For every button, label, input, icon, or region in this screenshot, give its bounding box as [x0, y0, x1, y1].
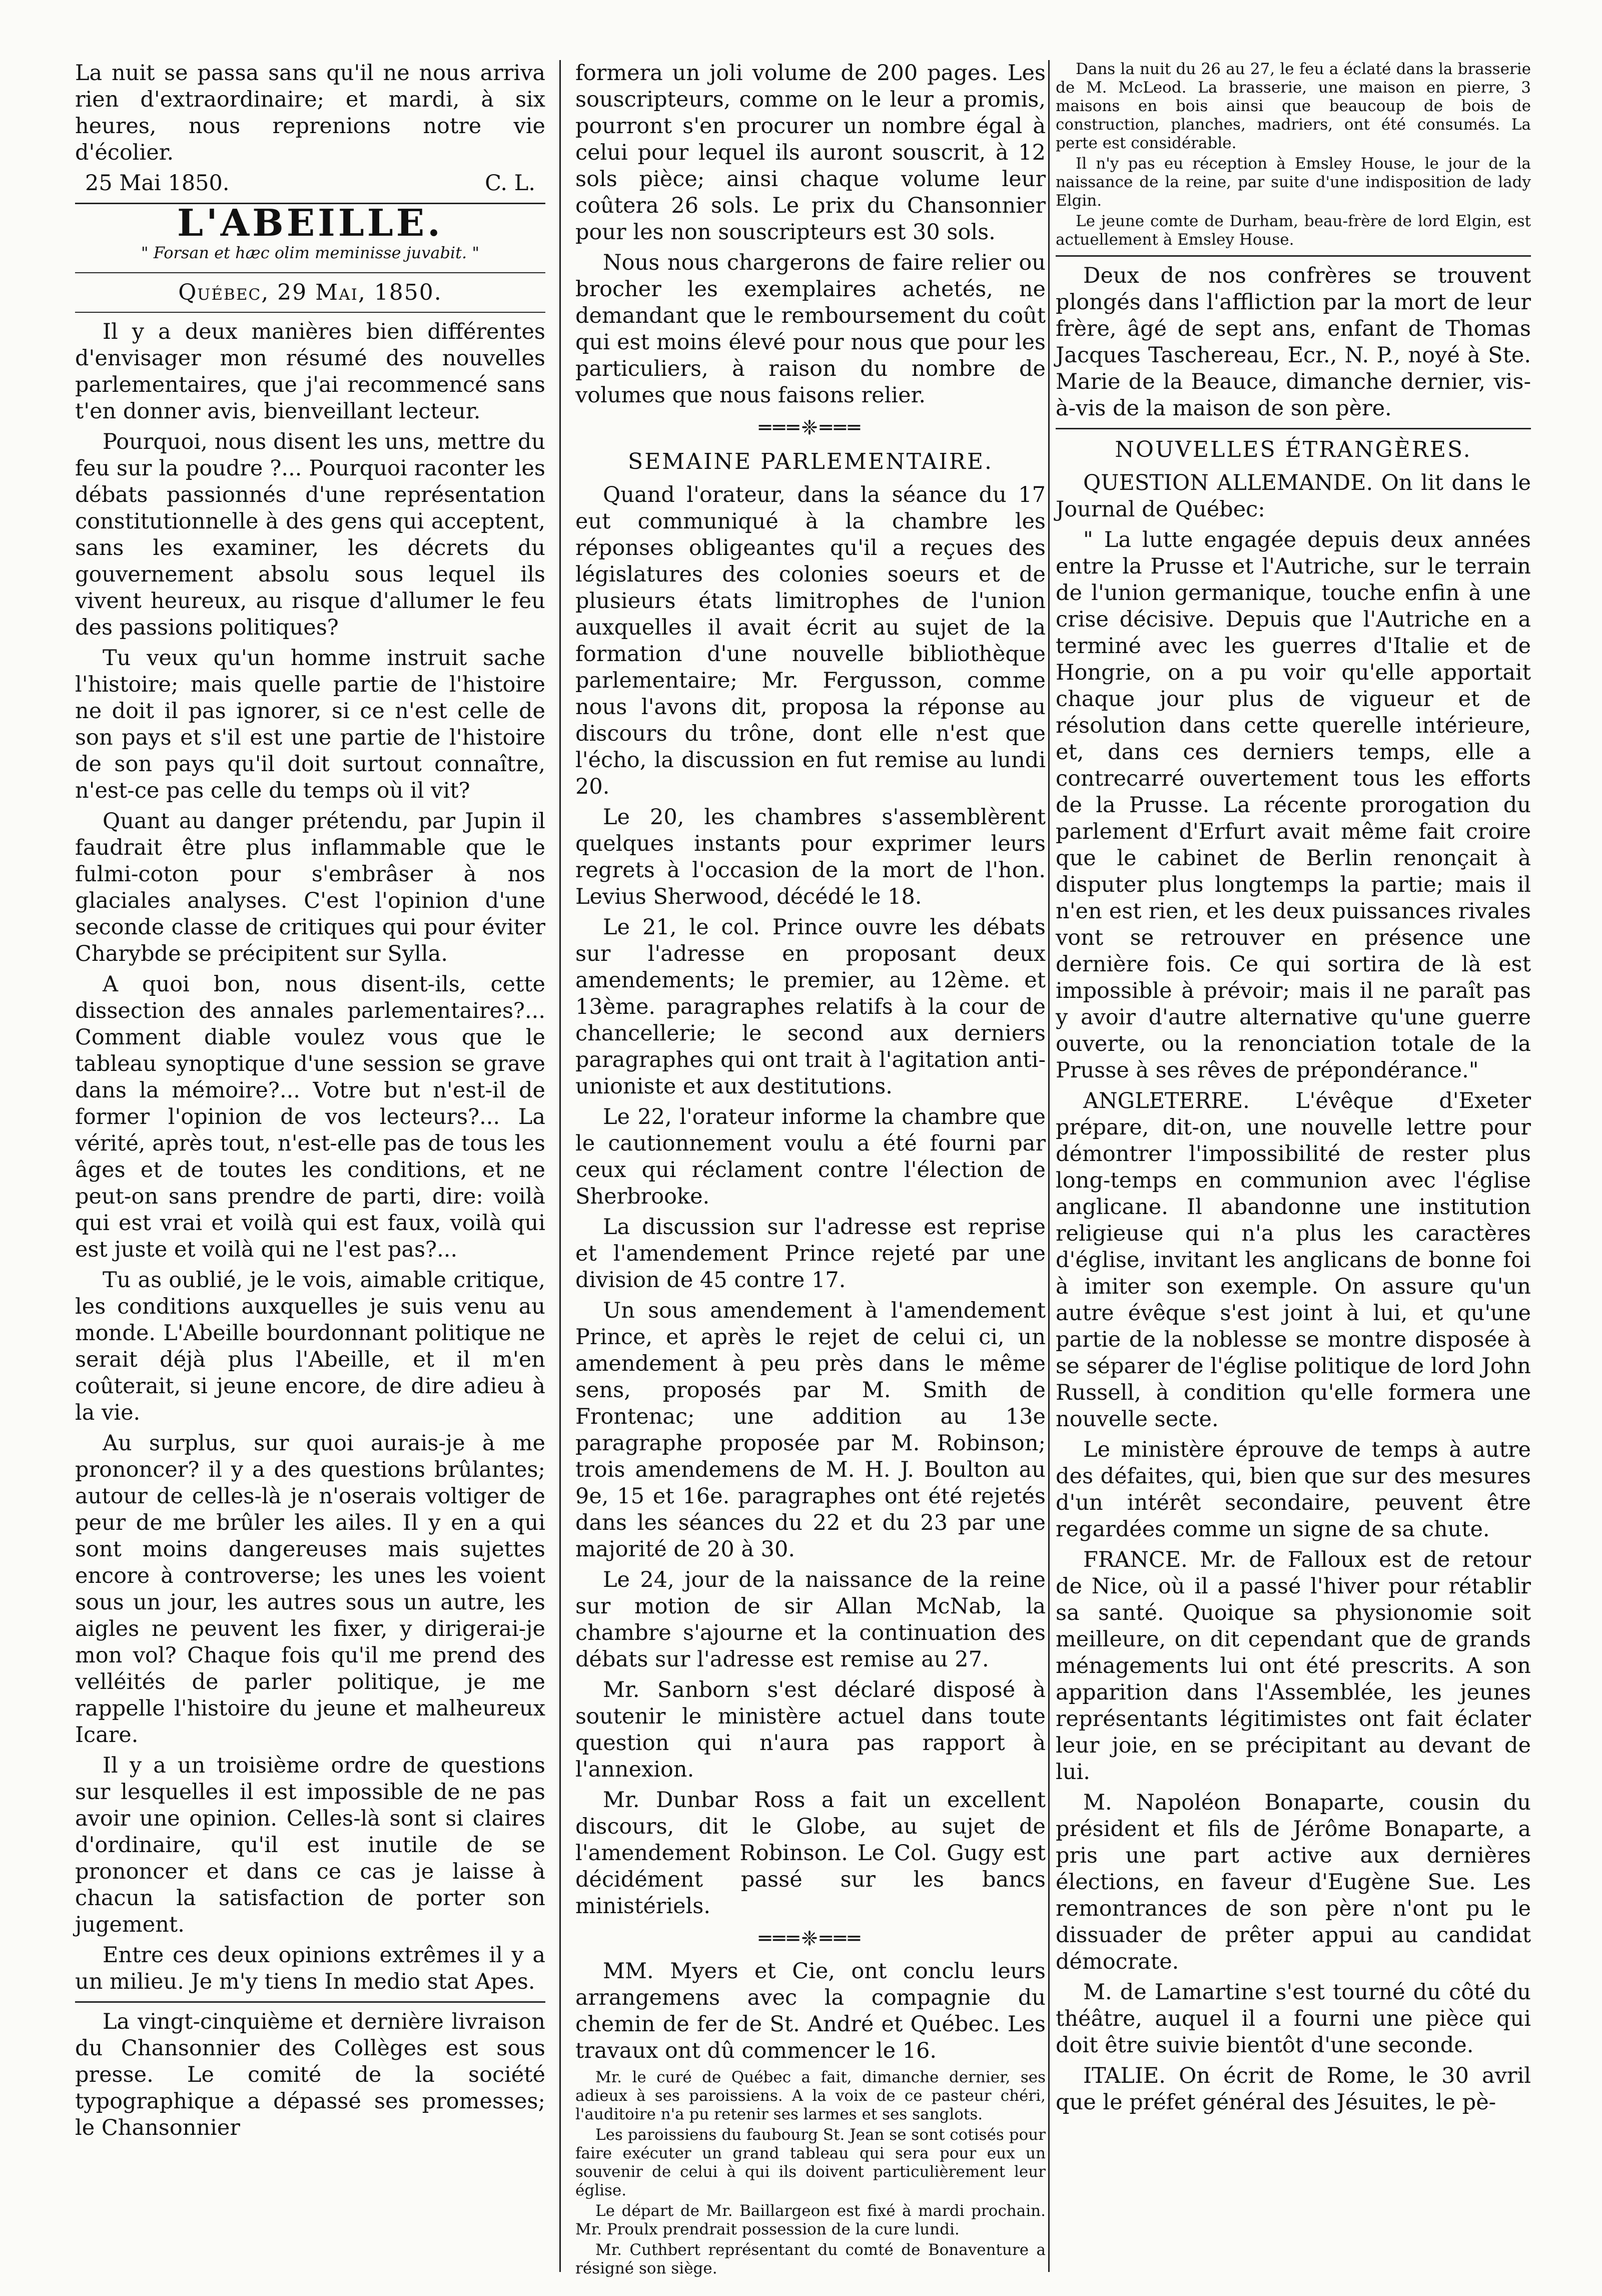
section-heading-etrangeres: NOUVELLES ÉTRANGÈRES.	[1115, 437, 1472, 462]
ornament-divider: ═══❈═══	[758, 1927, 862, 1950]
paragraph: Entre ces deux opinions extrêmes il y a un milieu. Je m'y tiens In medio stat Apes.	[75, 1943, 545, 1994]
section-heading-parlementaire: SEMAINE PARLEMENTAIRE.	[628, 449, 993, 474]
signature-initials: C. L.	[485, 171, 535, 196]
note: Dans la nuit du 26 au 27, le feu a éclaté dans la brasserie de M. McLeod. La brasserie, une maison en pierre, 3 maisons en bois ainsi que beaucoup de bois de construction, planches, madriers, ont été consumés. La perte est considérable.	[1056, 60, 1531, 152]
local-notes	[575, 2068, 1046, 2278]
signature-date: 25 Mai 1850.	[85, 171, 230, 196]
paragraph: Le 21, le col. Prince ouvre les débats sur l'adresse en proposant deux amendements; le premier, au 12ème. et 13ème. paragraphes relatifs à la cour de chancellerie; le second aux derniers paragraphes qui ont trait à l'agitation anti-unioniste et aux destitutions.	[575, 915, 1046, 1099]
paragraph: " La lutte engagée depuis deux années entre la Prusse et l'Autriche, sur le terrain de l'union germanique, touche enfin à une crise décisive. Depuis que l'Autriche en a terminé avec les guerres d'Italie et de Hongrie, on a pu voir qu'elle apportait chaque jour plus de vigueur et de résolution dans cette querelle intérieure, et, dans ces derniers temps, elle a contrecarré ouvertement tous les efforts de la Prusse. La récente prorogation du parlement d'Erfurt avait même fait croire que le cabinet de Berlin renonçait à disputer plus longtemps la partie; mais il n'en est rien, et les deux puissances rivales vont se retrouver en présence une dernière fois. Ce qui sortira de là est impossible à prévoir; mais il ne paraît pas y avoir d'autre alternative qu'une guerre ouverte, ou la renonciation totale de la Prusse à ses rêves de prépondérance."	[1056, 527, 1531, 1083]
masthead-title: L'ABEILLE.	[177, 202, 443, 245]
ornament-divider: ═══❈═══	[758, 416, 862, 439]
paragraph: ANGLETERRE. L'évêque d'Exeter prépare, dit-on, une nouvelle lettre pour démontrer l'impossibilité de rester plus long-temps en communion avec l'église anglicane. Il abandonne une institution religieuse qui n'a plus les caractères d'église, invitant les anglicans de bonne foi à imiter son exemple. On assure qu'un autre évêque s'est joint à lui, et qu'une partie de la noblesse se montre disposée à se séparer de l'église politique de lord John Russell, à condition qu'elle formera une nouvelle secte.	[1056, 1088, 1531, 1432]
paragraph: Au surplus, sur quoi aurais-je à me prononcer? il y a des questions brûlantes; autour de celles-là je n'oserais voltiger de peur de me brûler les ailes. Il y en a qui sont moins dangereuses mais sujettes encore à controverse; les unes les voient sous un jour, les autres sous un autre, les aigles ne peuvent les fixer, y dirigerai-je mon vol? Chaque fois qu'il me prend des velléités de parler politique, je me rappelle l'histoire du jeune et malheureux Icare.	[75, 1431, 545, 1748]
paragraph: La vingt-cinquième et dernière livraison du Chansonnier des Collèges est sous presse. Le comité de la société typographique a dépassé ses promesses; le Chansonnier	[75, 2009, 545, 2140]
divider	[1056, 255, 1531, 257]
note: Les paroissiens du faubourg St. Jean se sont cotisés pour faire exécuter un grand tableau qui sera pour eux un souvenir de celui à qui ils doivent particulièrement leur église.	[575, 2126, 1046, 2199]
column-3	[1056, 60, 1531, 2120]
paragraph: Deux de nos confrères se trouvent plongés dans l'affliction par la mort de leur frère, âgé de sept ans, enfant de Thomas Jacques Taschereau, Ecr., N. P., noyé à Ste. Marie de la Beauce, dimanche dernier, vis-à-vis de la maison de son père.	[1056, 263, 1531, 421]
local-notes	[1056, 60, 1531, 249]
paragraph: QUESTION ALLEMANDE. On lit dans le Journal de Québec:	[1056, 470, 1531, 522]
note: Mr. le curé de Québec a fait, dimanche dernier, ses adieux à ses paroissiens. A la voix de ce pasteur chéri, l'auditoire n'a pu retenir ses larmes et ses sanglots.	[575, 2068, 1046, 2123]
paragraph: Nous nous chargerons de faire relier ou brocher les exemplaires achetés, ne demandant que le remboursement du coût qui est moins élevé pour nous que pour les particuliers, à raison du nombre de volumes que nous faisons relier.	[575, 250, 1046, 408]
intro-paragraph: La nuit se passa sans qu'il ne nous arriva rien d'extraordinaire; et mardi, à six heures, nous reprenions notre vie d'écolier.	[75, 61, 545, 165]
paragraph: Mr. Sanborn s'est déclaré disposé à soutenir le ministère actuel dans toute question qui n'aura pas rapport à l'annexion.	[575, 1677, 1046, 1782]
paragraph: Le 20, les chambres s'assemblèrent quelques instants pour exprimer leurs regrets à l'occasion de la mort de l'hon. Levius Sherwood, décédé le 18.	[575, 805, 1046, 909]
continued-paragraph: formera un joli volume de 200 pages. Les souscripteurs, comme on le leur a promis, pourront s'en procurer un nombre égal à celui pour lequel ils auront souscrit, à 12 sols pièce; ainsi chaque volume leur coûtera 26 sols. Le prix du Chansonnier pour les non souscripteurs est 30 sols.	[575, 61, 1046, 245]
note: Le départ de Mr. Baillargeon est fixé à mardi prochain. Mr. Proulx prendrait possession de la cure lundi.	[575, 2202, 1046, 2238]
paragraph: Quand l'orateur, dans la séance du 17 eut communiqué à la chambre les réponses obligeantes qu'il a reçues des législatures des colonies soeurs et de plusieurs états limitrophes de l'union auxquelles il avait écrit au sujet de la formation d'une nouvelle bibliothèque parlementaire; Mr. Fergusson, comme nous l'avons dit, proposa la réponse au discours du trône, dont elle n'est que l'écho, la discussion en fut remise au lundi 20.	[575, 482, 1046, 799]
paragraph: A quoi bon, nous disent-ils, cette dissection des annales parlementaires?... Comment diable voulez vous que le tableau synoptique d'une session se grave dans la mémoire?... Votre but n'est-il de former l'opinion de vos lecteurs?... La vérité, après tout, n'est-elle pas de tous les âges et de toutes les conditions, et ne peut-on sans prendre de parti, dire: voilà qui est vrai et voilà qui est faux, voilà qui est juste et voilà qui ne l'est pas?...	[75, 972, 545, 1262]
column-divider-2	[1048, 60, 1050, 2272]
note: Le jeune comte de Durham, beau-frère de lord Elgin, est actuellement à Emsley House.	[1056, 212, 1531, 249]
masthead-motto: " Forsan et hæc olim meminisse juvabit. "	[141, 243, 480, 262]
paragraph: Il y a deux manières bien différentes d'envisager mon résumé des nouvelles parlementaires, que j'ai recommencé sans t'en donner avis, bienveillant lecteur.	[75, 319, 545, 424]
paragraph: Il y a un troisième ordre de questions sur lesquelles il est impossible de ne pas avoir une opinion. Celles-là sont si claires d'ordinaire, qu'il est inutile de se prononcer et dans ce cas je laisse à chacun la satisfaction de porter son jugement.	[75, 1753, 545, 1937]
divider	[75, 312, 545, 313]
paragraph: M. de Lamartine s'est tourné du côté du théâtre, auquel il a fourni une pièce qui doit être suivie bientôt d'une seconde.	[1056, 1980, 1531, 2058]
paragraph: MM. Myers et Cie, ont conclu leurs arrangemens avec la compagnie du chemin de fer de St. André et Québec. Les travaux ont dû commencer le 16.	[575, 1959, 1046, 2063]
divider	[1056, 428, 1531, 429]
paragraph: Un sous amendement à l'amendement Prince, et après le rejet de celui ci, un amendement à peu près dans le même sens, proposés par M. Smith de Frontenac; une addition au 13e paragraphe proposée par M. Robinson; trois amendemens de M. H. J. Boulton au 9e, 15 et 16e. paragraphes ont été rejetés dans les séances du 22 et du 23 par une majorité de 20 à 30.	[575, 1298, 1046, 1562]
note: Il n'y pas eu réception à Emsley House, le jour de la naissance de la reine, par suite d'une indisposition de lady Elgin.	[1056, 155, 1531, 210]
paragraph: Quant au danger prétendu, par Jupin il faudrait être plus inflammable que le fulmi-coton pour s'embrâser à nos glaciales analyses. C'est l'opinion d'une seconde classe de critiques qui pour éviter Charybde se précipitent sur Sylla.	[75, 809, 545, 966]
paragraph: Le 22, l'orateur informe la chambre que le cautionnement voulu a été fourni par ceux qui réclament contre l'élection de Sherbrooke.	[575, 1104, 1046, 1209]
paragraph: M. Napoléon Bonaparte, cousin du président et fils de Jérôme Bonaparte, a pris une part active aux dernières élections, en faveur d'Eugène Sue. Les remontrances de son père n'ont pu le dissuader de prêter appui au candidat démocrate.	[1056, 1790, 1531, 1974]
paragraph: Le ministère éprouve de temps à autre des défaites, qui, bien que sur des mesures d'un intérêt secondaire, peuvent être regardées comme un signe de sa chute.	[1056, 1437, 1531, 1542]
paragraph: Tu as oublié, je le vois, aimable critique, les conditions auxquelles je suis venu au monde. L'Abeille bourdonnant politique ne serait déjà plus l'Abeille, et il m'en coûterait, si jeune encore, de dire adieu à la vie.	[75, 1268, 545, 1425]
paragraph: Pourquoi, nous disent les uns, mettre du feu sur la poudre ?... Pourquoi raconter les débats passionnés d'une représentation constitutionnelle à des gens qui acceptent, sans les examiner, les décrets du gouvernement absolu sous lequel ils vivent heureux, au risque d'allumer le feu des passions politiques?	[75, 429, 545, 640]
divider	[75, 2001, 545, 2003]
paragraph: ITALIE. On écrit de Rome, le 30 avril que le préfet général des Jésuites, le pè-	[1056, 2063, 1531, 2115]
column-divider-1	[559, 60, 561, 2272]
paragraph: La discussion sur l'adresse est reprise et l'amendement Prince rejeté par une division de 45 contre 17.	[575, 1215, 1046, 1293]
dateline: Québec, 29 Mai, 1850.	[178, 280, 442, 305]
divider	[75, 272, 545, 273]
column-1	[75, 60, 545, 2145]
paragraph: Le 24, jour de la naissance de la reine sur motion de sir Allan McNab, la chambre s'ajourne et la continuation des débats sur l'adresse est remise au 27.	[575, 1567, 1046, 1672]
paragraph: Tu veux qu'un homme instruit sache l'histoire; mais quelle partie de l'histoire ne doit il pas ignorer, si ce n'est celle de son pays et s'il est une partie de l'histoire de son pays qu'il doit surtout connaître, n'est-ce pas celle du temps où il vit?	[75, 646, 545, 803]
note: Mr. Cuthbert représentant du comté de Bonaventure a résigné son siège.	[575, 2241, 1046, 2277]
paragraph: FRANCE. Mr. de Falloux est de retour de Nice, où il a passé l'hiver pour rétablir sa santé. Quoique sa physionomie soit meilleure, on dit cependant que de grands ménagements lui ont été prescrits. A son apparition dans l'Assemblée, les jeunes représentants légitimistes ont fait éclater leur joie, en se précipitant au devant de lui.	[1056, 1547, 1531, 1785]
paragraph: Mr. Dunbar Ross a fait un excellent discours, dit le Globe, au sujet de l'amendement Robinson. Le Col. Gugy est décidément passé sur les bancs ministériels.	[575, 1788, 1046, 1919]
signature-line	[75, 170, 545, 197]
column-2	[575, 60, 1046, 2280]
